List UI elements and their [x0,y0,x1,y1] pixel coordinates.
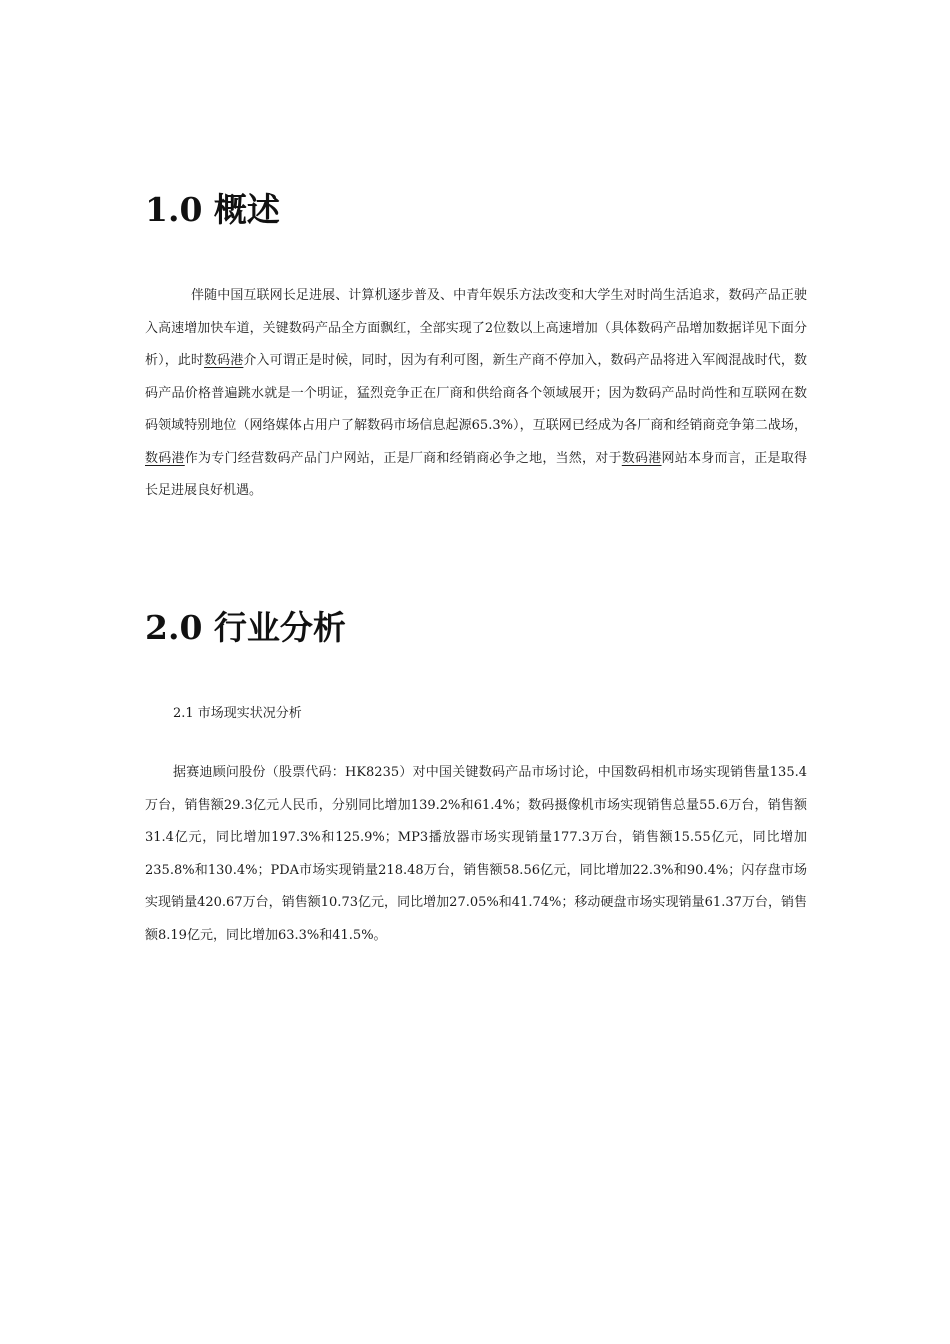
section-2-1-subheading: 2.1 市场现实状况分析 [173,706,302,721]
shumagang-link[interactable]: 数码港 [621,450,662,466]
shumagang-link[interactable]: 数码港 [204,353,244,368]
section-1-heading: 1.0 概述 [145,190,280,229]
section-1-paragraph [145,280,807,508]
section-2-paragraph: 据赛迪顾问股份（股票代码：HK8235）对中国关键数码产品市场讨论，中国数码相机市场实现销售量135.4万台，销售额29.3亿元人民币，分别同比增加139.2%和61.4%；数码摄像机市场实现销售总量55.6万台，销售额31.4亿元，同比增加197.3%和125.9%；MP3播放器市场实现销量177.3万台，销售额15.55亿元，同比增加235.8%和130.4%；PDA市场实现销量218.48万台，销售额58.56亿元，同比增加22.3%和90.4%；闪存盘市场实现销量420.67万台，销售额10.73亿元，同比增加27.05%和41.74%；移动硬盘市场实现销量61.37万台，销售额8.19亿元，同比增加63.3%和41.5%。 [145,765,807,943]
paragraph-text: 伴随中国互联网长足进展、计算机逐步普及、中青年娱乐方法改变和大学生对时尚生活追求，数码产品正驶入高速增加快车道，关键数码产品全方面飘红，全部实现了2位数以上高速增加（具体数码产品增加数据详见下面分析），此时 [145,288,807,368]
section-2-heading: 2.0 行业分析 [145,608,346,647]
paragraph-text: 作为专门经营数码产品门户网站，正是厂商和经销商必争之地，当然，对于 [184,450,622,466]
paragraph-text: 网站本身而言，正是取得长足进展良好机遇。 [145,450,807,498]
paragraph-text: 介入可谓正是时候，同时，因为有利可图，新生产商不停加入，数码产品将进入军阀混战时代，数码产品价格普遍跳水就是一个明证，猛烈竞争正在厂商和供给商各个领域展开；因为数码产品时尚性和互联网在数码领域特别地位（网络媒体占用户了解数码市场信息起源65.3%），互联网已经成为各厂商和经销商竞争第二战场， [145,353,807,433]
shumagang-link[interactable]: 数码港 [145,450,185,466]
